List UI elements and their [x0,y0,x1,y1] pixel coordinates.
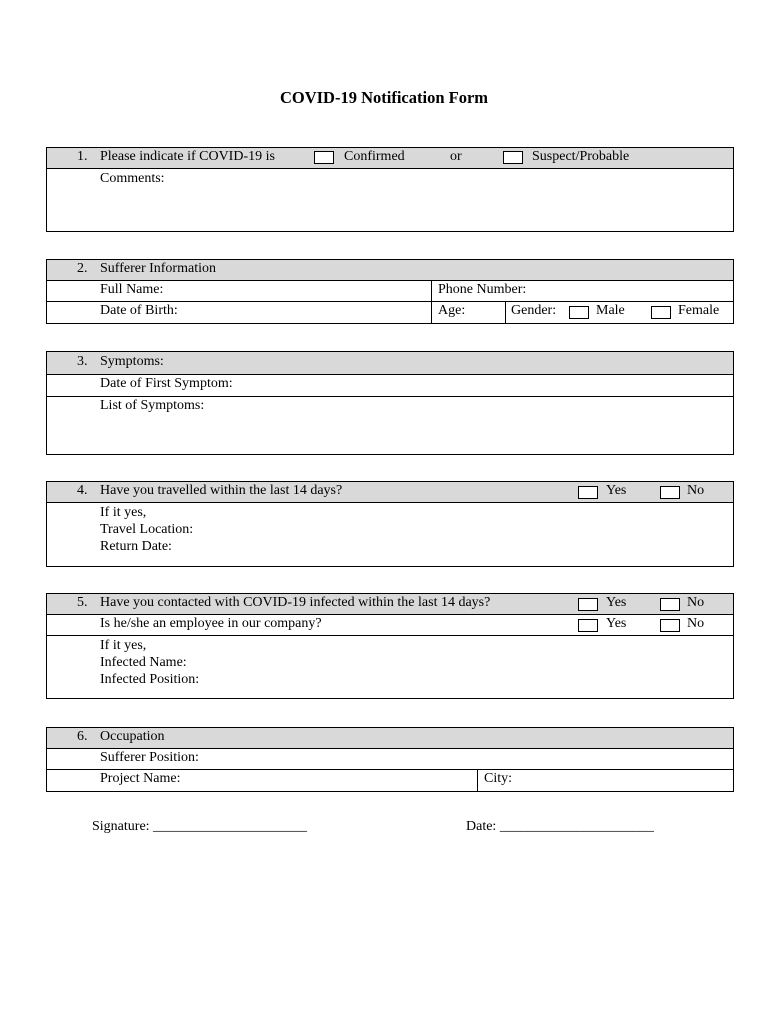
phone-field[interactable]: Phone Number: [438,282,527,297]
first-symptom-label: Date of First Symptom: [100,376,233,391]
section-5-header [47,594,733,615]
section-1-header [47,148,733,169]
female-checkbox[interactable] [651,306,671,319]
section-covid-status [46,147,734,232]
project-city-row [47,770,733,791]
dob-field[interactable]: Date of Birth: [100,303,178,318]
return-date-label: Return Date: [100,539,172,554]
employee-yes-checkbox[interactable] [578,619,598,632]
section-number: 6. [77,729,88,744]
contact-yes-checkbox[interactable] [578,598,598,611]
section-3-header [47,352,733,375]
travel-yes-checkbox[interactable] [578,486,598,499]
section-occupation [46,727,734,792]
employee-question: Is he/she an employee in our company? [100,616,322,631]
contact-question: Have you contacted with COVID-19 infected within the last 14 days? [100,595,491,610]
confirmed-label: Confirmed [344,149,405,164]
contact-no-checkbox[interactable] [660,598,680,611]
name-phone-row [47,281,733,302]
travel-no-label: No [687,483,705,498]
female-label: Female [678,303,720,318]
infected-name-label: Infected Name: [100,655,187,670]
section-contact [46,593,734,699]
sufferer-position-label: Sufferer Position: [100,750,199,765]
section-sufferer-info [46,259,734,324]
travel-if-yes: If it yes, [100,505,147,520]
date-line[interactable]: Date: ______________________ [466,819,654,834]
gender-label: Gender: [511,303,557,318]
travel-no-checkbox[interactable] [660,486,680,499]
employee-yes-label: Yes [606,616,627,631]
employee-row [47,615,733,636]
infected-if-yes: If it yes, [100,638,147,653]
symptom-list-row[interactable] [47,397,733,454]
travel-yes-label: Yes [606,483,627,498]
project-name-field[interactable]: Project Name: [100,771,181,786]
signature-line[interactable]: Signature: ______________________ [92,819,308,834]
sufferer-position-row[interactable] [47,749,733,770]
section-symptoms [46,351,734,455]
section-number: 1. [77,149,88,164]
employee-no-label: No [687,616,705,631]
full-name-field[interactable]: Full Name: [100,282,164,297]
sufferer-info-heading: Sufferer Information [100,261,216,276]
comments-row[interactable] [47,169,733,231]
travel-question: Have you travelled within the last 14 days? [100,483,343,498]
contact-yes-label: Yes [606,595,627,610]
section-4-header [47,482,733,503]
travel-details-row[interactable] [47,503,733,566]
dob-age-gender-row [47,302,733,323]
male-checkbox[interactable] [569,306,589,319]
suspect-checkbox[interactable] [503,151,523,164]
section-number: 3. [77,354,88,369]
section-number: 4. [77,483,88,498]
section-6-header [47,728,733,749]
city-field[interactable]: City: [484,771,513,786]
infected-details-row[interactable] [47,636,733,698]
infected-position-label: Infected Position: [100,672,200,687]
confirmed-checkbox[interactable] [314,151,334,164]
occupation-heading: Occupation [100,729,165,744]
section-2-header [47,260,733,281]
form-title: COVID-19 Notification Form [279,88,489,107]
section-number: 2. [77,261,88,276]
section-number: 5. [77,595,88,610]
employee-no-checkbox[interactable] [660,619,680,632]
symptom-list-label: List of Symptoms: [100,398,205,413]
status-question: Please indicate if COVID-19 is [100,149,275,164]
male-label: Male [596,303,625,318]
contact-no-label: No [687,595,705,610]
section-travel [46,481,734,567]
travel-location-label: Travel Location: [100,522,194,537]
comments-label: Comments: [100,171,165,186]
or-label: or [450,149,462,164]
symptoms-heading: Symptoms: [100,354,164,369]
age-field[interactable]: Age: [438,303,466,318]
first-symptom-row[interactable] [47,375,733,397]
suspect-label: Suspect/Probable [532,149,630,164]
